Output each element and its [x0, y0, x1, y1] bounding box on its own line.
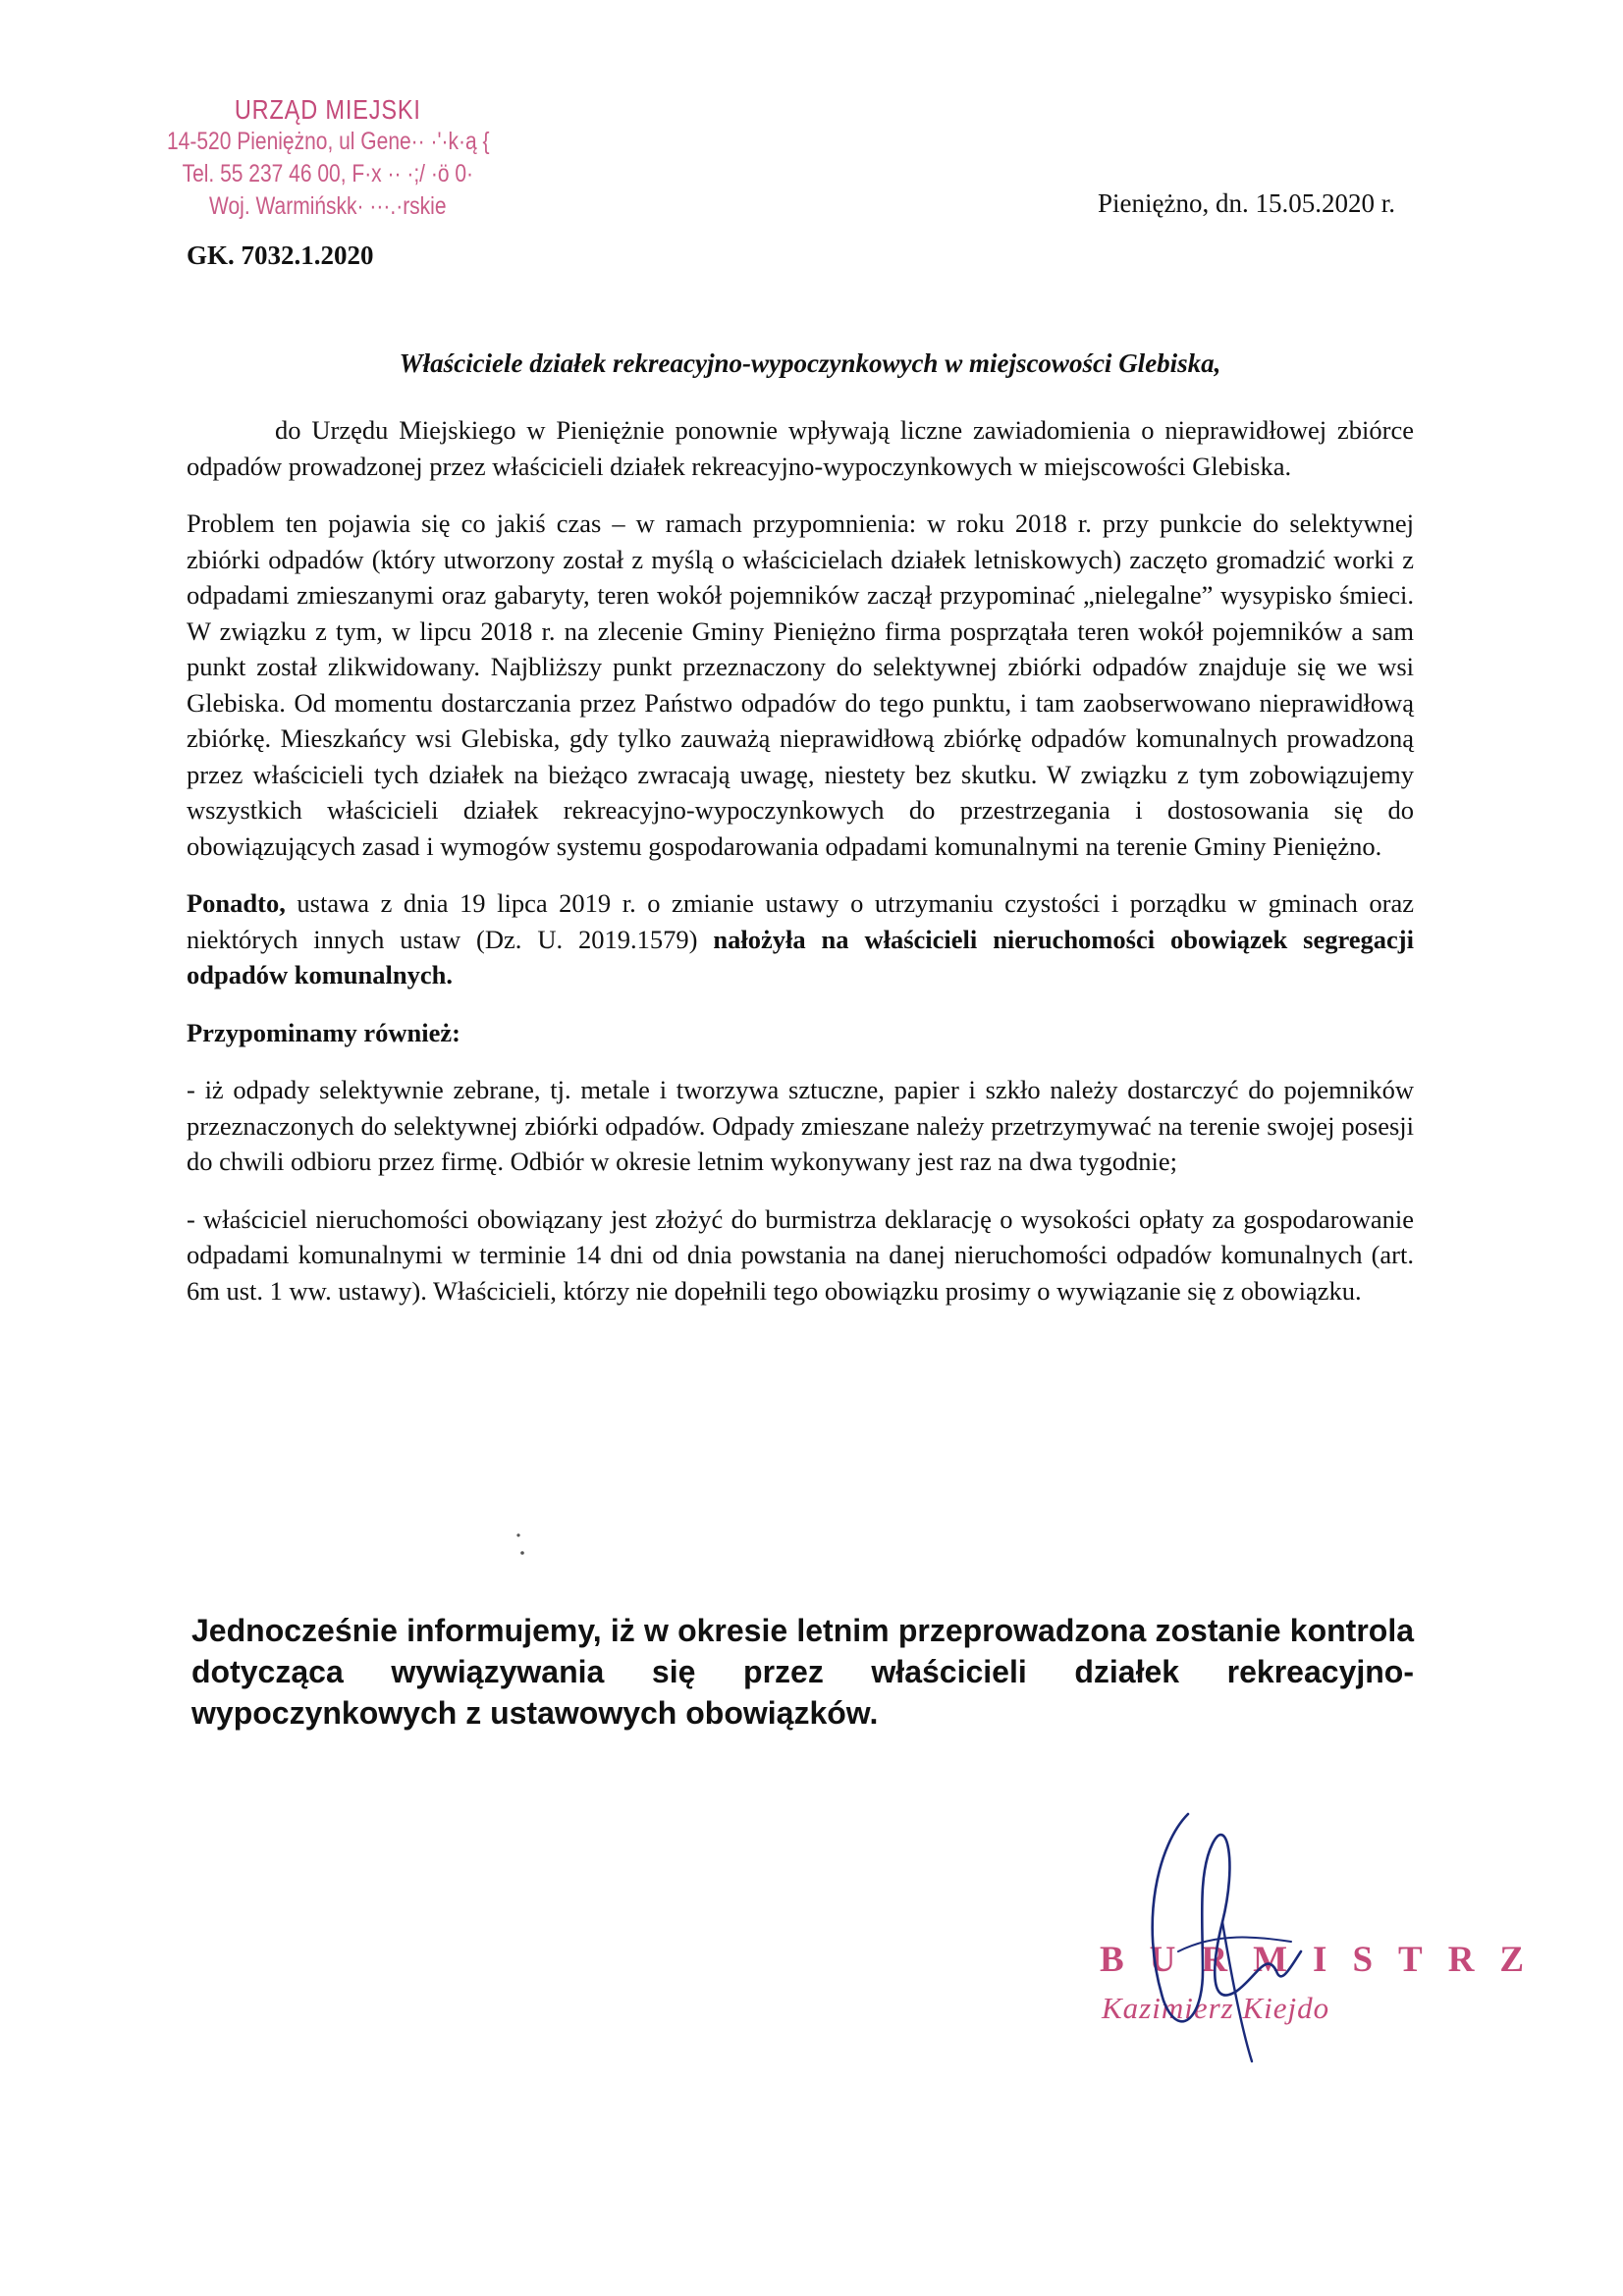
- reference-number: GK. 7032.1.2020: [187, 240, 374, 270]
- stamp-office-name: URZĄD MIEJSKI: [234, 94, 421, 125]
- reminder-item-2: - właściciel nieruchomości obowiązany jest złożyć do burmistrza deklarację o wysokości opłaty za gospodarowanie odpadami komunalnymi w terminie 14 dni od dnia powstania na danej nieruchomości odpadów komunalnych (art. 6m ust. 1 ww. ustawy). Właścicieli, którzy nie dopełnili tego obowiązku prosimy o wywiązanie się z obowiązku.: [187, 1203, 1414, 1306]
- signature-title: BURMISTRZ: [1100, 1940, 1550, 1980]
- signature-name: Kazimierz Kiejdo: [1102, 1991, 1330, 2025]
- addressee-greeting: Właściciele działek rekreacyjno-wypoczynkowych w miejscowości Glebiska,: [399, 348, 1221, 378]
- reminder-heading: Przypominamy również:: [187, 1017, 460, 1047]
- law-lead: Ponadto,: [187, 888, 286, 918]
- problem-paragraph: Problem ten pojawia się co jakiś czas – w ramach przypomnienia: w roku 2018 r. przy punkcie do selektywnej zbiórki odpadów (który utworzony został z myślą o właścicielach działek letniskowych) zaczęto gromadzić worki z odpadami zmieszanymi oraz gabaryty, teren wokół pojemników zaczął przypominać „nielegalne” wysypisko śmieci. W związku z tym, w lipcu 2018 r. na zlecenie Gminy Pieniężno firma posprzątała teren wokół pojemników a sam punkt został zlikwidowany. Najbliższy punkt przeznaczony do selektywnej zbiórki odpadów znajduje się we wsi Glebiska. Od momentu dostarczania przez Państwo odpadów do tego punktu, i tam zaobserwowano nieprawidłową zbiórkę. Mieszkańcy wsi Glebiska, gdy tylko zauważą nieprawidłową zbiórkę odpadów komunalnych prowadzoną przez właścicieli tych działek na bieżąco zwracają uwagę, niestety bez skutku. W związku z tym zobowiązujemy wszystkich właścicieli działek rekreacyjno-wypoczynkowych do przestrzegania i dostosowania się do obowiązujących zasad i wymogów systemu gospodarowania odpadami komunalnymi na terenie Gminy Pieniężno.: [187, 508, 1414, 861]
- reminder-item-1: - iż odpady selektywnie zebrane, tj. metale i tworzywa sztuczne, papier i szkło należy dostarczyć do pojemników przeznaczonych do selektywnej zbiórki odpadów. Odpady zmieszane należy przetrzymywać na terenie swojej posesji do chwili odbioru przez firmę. Odbiór w okresie letnim wykonywany jest raz na dwa tygodnie;: [187, 1075, 1414, 1176]
- scan-specks: [511, 1531, 530, 1561]
- stamp-phone: Tel. 55 237 46 00, F·x ·· ·;/ ·ö 0·: [182, 160, 474, 187]
- law-paragraph: [187, 885, 1414, 993]
- handwritten-signature: [1119, 1804, 1325, 2069]
- office-stamp: [167, 93, 489, 223]
- stamp-region: Woj. Warmińskk· ···.·rskie: [209, 192, 447, 220]
- document-date: Pieniężno, dn. 15.05.2020 r.: [1098, 188, 1395, 218]
- final-notice: Jednocześnie informujemy, iż w okresie letnim przeprowadzona zostanie kontrola dotycząca wywiązywania się przez właścicieli działek rekreacyjno-wypoczynkowych z ustawowych obowiązków.: [191, 1613, 1414, 1731]
- stamp-address: 14-520 Pieniężno, ul Gene·· ·'·k·ą {: [167, 128, 490, 155]
- intro-paragraph: do Urzędu Miejskiego w Pieniężnie ponownie wpływają liczne zawiadomienia o nieprawidłowej zbiórce odpadów prowadzonej przez właścicieli działek rekreacyjno-wypoczynkowych w miejscowości Glebiska.: [187, 415, 1414, 481]
- law-obligation: nałożyła na właścicieli nieruchomości obowiązek segregacji odpadów komunalnych.: [187, 924, 1414, 989]
- letter-body: [187, 412, 1414, 1308]
- law-text: ustawa z dnia 19 lipca 2019 r. o zmianie ustawy o utrzymaniu czystości i porządku w gminach oraz niektórych innych ustaw (Dz. U. 2019.1579): [187, 888, 1414, 954]
